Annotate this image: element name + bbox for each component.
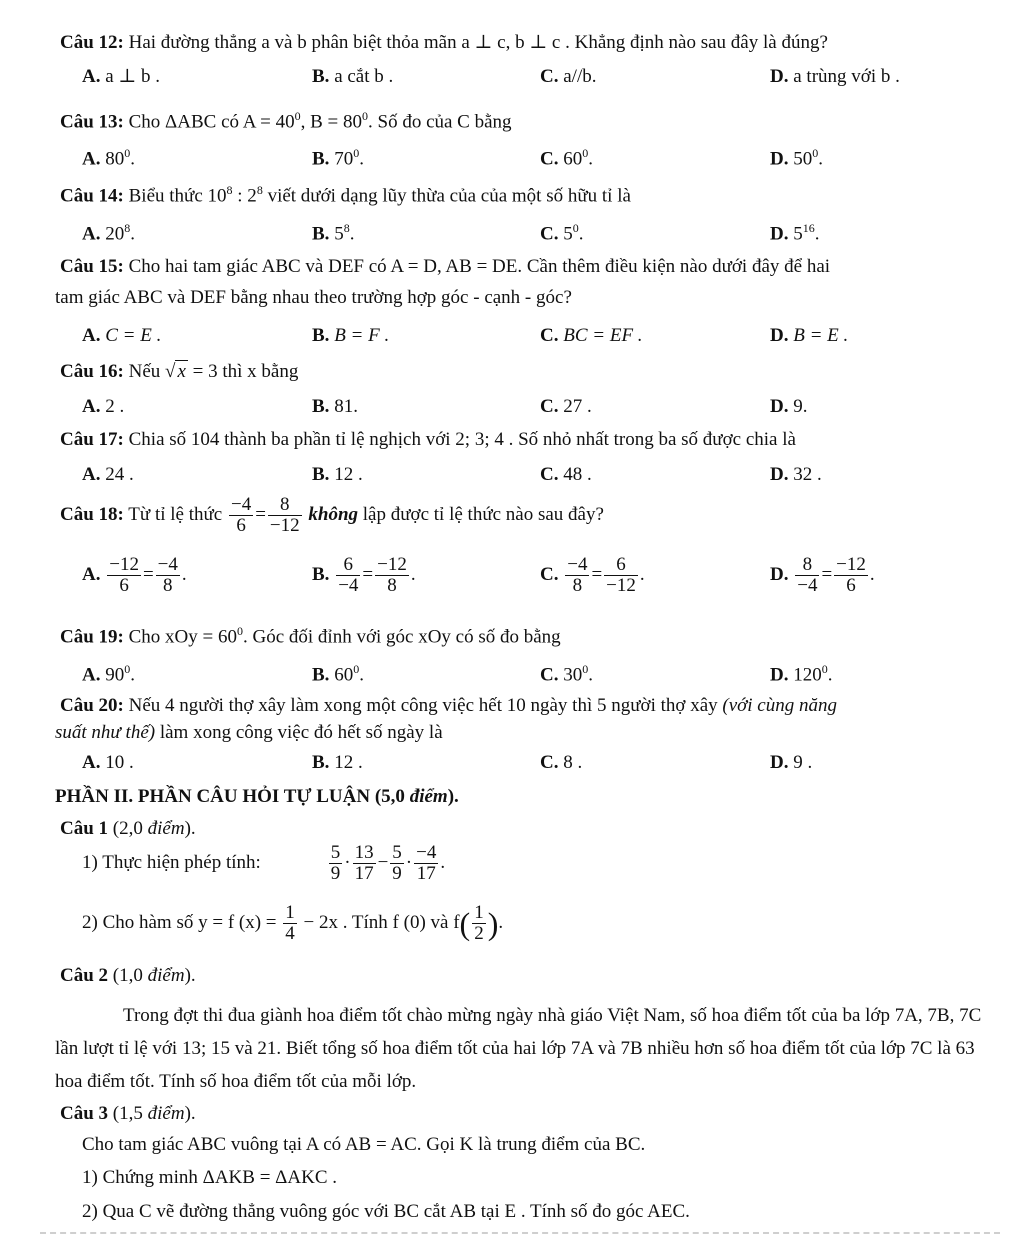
option-b: B. $70^0$.	[312, 146, 364, 170]
option-c: C. a//b.	[540, 66, 597, 87]
fraction: $\frac{-4}{6}$	[230, 494, 252, 536]
question-number: Câu 16:	[60, 361, 124, 382]
option-c: C. $\frac{-4}{8}$ = $\frac{6}{-12}$ .	[540, 554, 645, 596]
option-d: D. a trùng với b .	[770, 66, 900, 87]
option-d: D. 9 .	[770, 752, 813, 773]
option-b: B. B = F .	[312, 325, 390, 346]
option-c: C. $30^0$.	[540, 662, 593, 686]
option-d: D. $50^0$.	[770, 146, 823, 170]
option-a: A. a ⊥ b .	[82, 66, 161, 87]
essay-3-line-3: 2) Qua C vẽ đường thẳng vuông góc với BC cắt AB tại E . Tính số đo góc AEC.	[82, 1201, 690, 1222]
essay-question-3: Câu 3 (1,5 điểm).	[60, 1103, 196, 1124]
question-13: Câu 13: Cho ΔABC có $A = 40^0$, $B = 80^0$. Số đo của C bằng	[60, 109, 512, 133]
question-text: Nếu	[128, 361, 161, 382]
option-c: C. BC = EF .	[540, 325, 643, 346]
question-20: Câu 20: Nếu 4 người thợ xây làm xong một công việc hết 10 ngày thì 5 người thợ xây (với cùng năng	[60, 695, 837, 716]
question-text: Cho ΔABC có A = 40	[128, 111, 295, 133]
question-number: Câu 14:	[60, 185, 124, 207]
section-title: PHẦN II. PHẦN CÂU HỎI TỰ LUẬN (5,0 điểm).	[55, 786, 459, 807]
option-a: A. C = E .	[82, 325, 162, 346]
question-18: Câu 18: Từ tỉ lệ thức $\frac{-4}{6}$ = $\frac{8}{-12}$ không lập được tỉ lệ thức nào sau đây?	[60, 494, 604, 536]
essay-question-1: Câu 1 (2,0 điểm).	[60, 818, 196, 839]
question-text: Cho xOy = 60	[128, 626, 237, 648]
question-text: Cho hai tam giác ABC và DEF có A = D, AB = DE. Cần thêm điều kiện nào dưới đây để hai	[128, 256, 831, 277]
question-number: Câu 15:	[60, 256, 124, 277]
option-c: C. 27 .	[540, 396, 592, 417]
question-number: Câu 1	[60, 818, 109, 839]
option-d: D. 32 .	[770, 464, 822, 485]
option-d: D. $5^{16}$.	[770, 221, 820, 245]
option-d: D. 9.	[770, 396, 808, 417]
question-number: Câu 13:	[60, 111, 124, 133]
option-a: A. $80^0$.	[82, 146, 135, 170]
question-number: Câu 19:	[60, 626, 124, 648]
essay-3-line-1: Cho tam giác ABC vuông tại A có AB = AC. Gọi K là trung điểm của BC.	[82, 1134, 646, 1155]
question-15-cont: tam giác ABC và DEF bằng nhau theo trường hợp góc - cạnh - góc?	[55, 287, 572, 308]
option-d: D. $\frac{8}{-4}$ = $\frac{-12}{6}$ .	[770, 554, 875, 596]
question-text: Nếu 4 người thợ xây làm xong một công việc hết 10 ngày thì 5 người thợ xây	[128, 695, 718, 716]
option-b: B. $\frac{6}{-4}$ = $\frac{-12}{8}$ .	[312, 554, 416, 596]
option-c: C. 8 .	[540, 752, 583, 773]
sqrt-symbol: √ x	[165, 361, 186, 382]
option-d: D. $120^0$.	[770, 662, 833, 686]
question-number: Câu 17:	[60, 429, 124, 450]
option-a: A. 10 .	[82, 752, 134, 773]
option-d: D. B = E .	[770, 325, 849, 346]
question-text: Từ tỉ lệ thức	[128, 503, 223, 525]
question-14: Câu 14: Biểu thức $10^8$ : $2^8$ viết dưới dạng lũy thừa của của một số hữu tỉ là	[60, 183, 631, 207]
question-text: Chia số 104 thành ba phần tỉ lệ nghịch với 2; 3; 4 . Số nhỏ nhất trong ba số được chia là	[128, 429, 796, 450]
essay-1-part-1: 1) Thực hiện phép tính: $\frac{5}{9}$ · $\frac{13}{17}$ − $\frac{5}{9}$ · $\frac{-4}{17}$ .	[82, 842, 446, 884]
question-number: Câu 2	[60, 965, 109, 986]
question-text: Hai đường thẳng a và b phân biệt thỏa mãn a ⊥ c, b ⊥ c . Khẳng định nào sau đây là đúng?	[128, 32, 828, 53]
option-b: B. $5^8$.	[312, 221, 355, 245]
option-c: C. 48 .	[540, 464, 592, 485]
option-a: A. 24 .	[82, 464, 134, 485]
essay-2-text: Trong đợt thi đua giành hoa điểm tốt chào mừng ngày nhà giáo Việt Nam, số hoa điểm tốt của ba lớp 7A, 7B, 7C lần lượt tỉ lệ với 13; 15 và 21. Biết tổng số hoa điểm tốt của hai lớp 7A và 7B nhiều hơn số hoa điểm tốt của lớp 7C là 63 hoa điểm tốt. Tính số hoa điểm tốt của mỗi lớp.	[55, 1005, 982, 1092]
option-b: B. 12 .	[312, 752, 363, 773]
question-text: Biểu thức 10	[128, 185, 227, 207]
question-12	[60, 32, 828, 55]
option-a: A. 2 .	[82, 396, 125, 417]
option-b: B. 81.	[312, 396, 358, 417]
question-19: Câu 19: Cho xOy = $60^0$. Góc đối đỉnh với góc xOy có số đo bằng	[60, 624, 561, 648]
option-a: A. $20^8$.	[82, 221, 135, 245]
question-16: Câu 16: Nếu √ x = 3 thì x bằng	[60, 361, 299, 382]
option-b: B. a cắt b .	[312, 66, 394, 87]
question-number: Câu 18:	[60, 503, 124, 525]
option-c: C. $5^0$.	[540, 221, 584, 245]
option-a: A. $90^0$.	[82, 662, 135, 686]
essay-1-part-2: 2) Cho hàm số y = f (x) = $\frac{1}{4}$ − 2x . Tính f (0) và f( $\frac{1}{2}$ ).	[82, 902, 504, 944]
question-number: Câu 12:	[60, 32, 124, 53]
question-number: Câu 20:	[60, 695, 124, 716]
option-b: B. $60^0$.	[312, 662, 364, 686]
question-17	[60, 429, 796, 452]
option-c: C. $60^0$.	[540, 146, 593, 170]
question-15	[60, 256, 830, 279]
essay-question-2: Câu 2 (1,0 điểm).	[60, 965, 196, 986]
option-b: B. 12 .	[312, 464, 363, 485]
option-a: A. $\frac{-12}{6}$ = $\frac{-4}{8}$ .	[82, 554, 187, 596]
question-20-cont: suất như thế) làm xong công việc đó hết số ngày là	[55, 722, 443, 743]
page-bottom-edge	[40, 1232, 1000, 1238]
essay-3-line-2: 1) Chứng minh ΔAKB = ΔAKC .	[82, 1167, 337, 1188]
question-number: Câu 3	[60, 1103, 109, 1124]
fraction: $\frac{8}{-12}$	[269, 494, 300, 536]
